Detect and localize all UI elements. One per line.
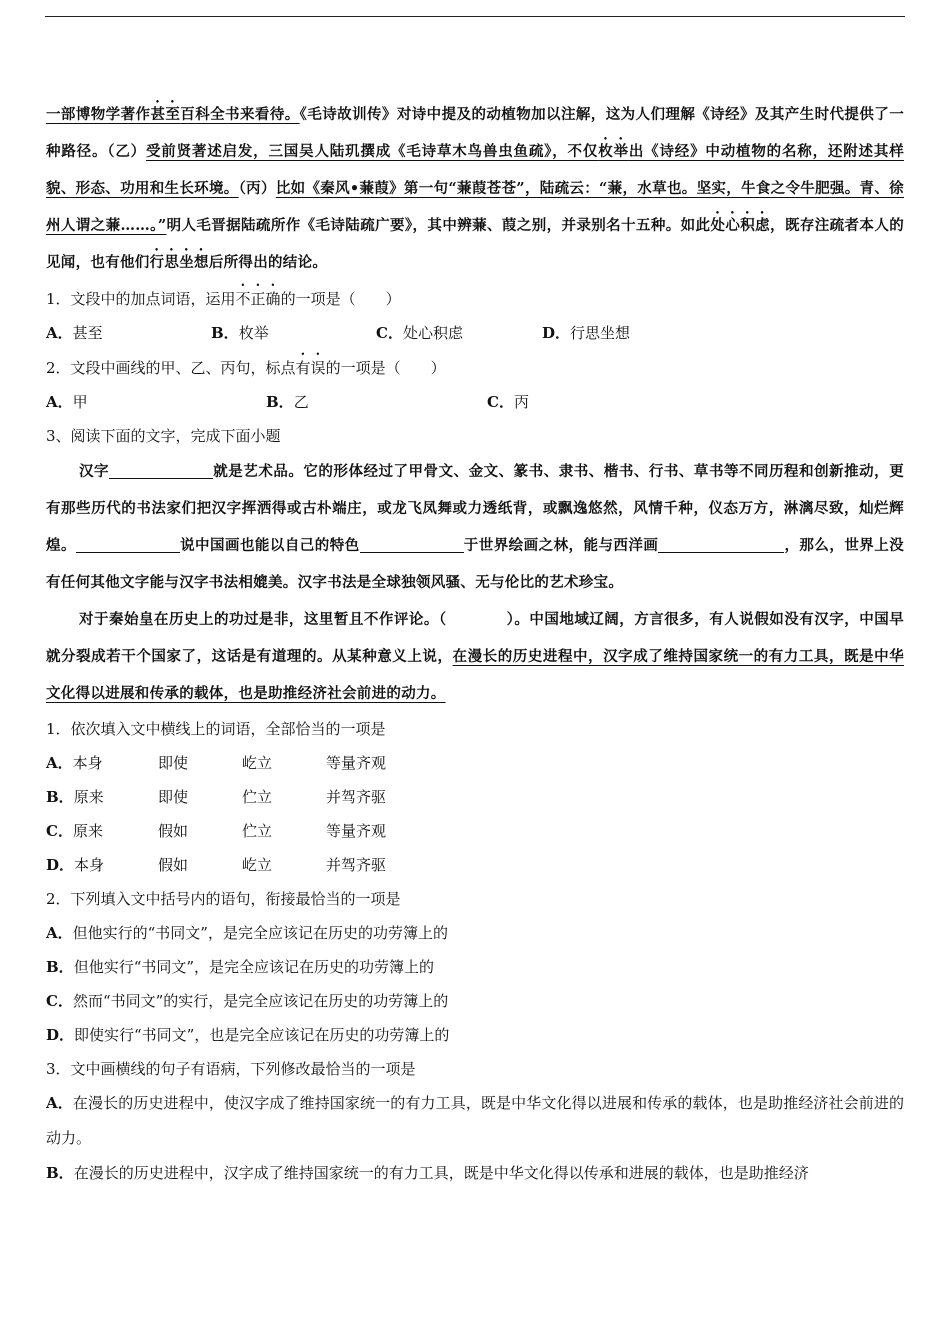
dotted-word: 甚至: [150, 106, 181, 123]
section-3-heading: 3、阅读下面的文字，完成下面小题: [46, 427, 281, 445]
text-span: 明人毛晋据陆疏所作《毛诗陆疏广要》，其中辨蒹、葭之别，并录别名十五种。如此: [166, 217, 711, 234]
text-span: 《毛诗故训传》对诗中提及的动植物加以注解，这为人们理解《诗经》及其产生时代提供了一种路径。（乙）: [46, 106, 904, 160]
text-span: 后所得出的结论。: [208, 254, 328, 271]
question-3-1-stem: 1．依次填入文中横线上的词语，全部恰当的一项是: [46, 720, 386, 738]
question-3-1-option-b[interactable]: B．原来 即使 伫立 并驾齐驱: [46, 788, 387, 806]
text-span: 2．文段中画线的甲、乙、丙句，标点: [46, 359, 296, 377]
question-3-2-stem: 2．下列填入文中括号内的语句，衔接最恰当的一项是: [46, 890, 401, 908]
option-a[interactable]: A．甲: [46, 393, 88, 411]
section-3-paragraph-1: [46, 453, 904, 601]
question-3-3-option-b[interactable]: B．在漫长的历史进程中，汉字成了维持国家统一的有力工具，既是中华文化得以传承和进展的载体，也是助推经济: [46, 1164, 809, 1182]
option-c[interactable]: C．处心积虑: [376, 324, 463, 342]
question-3-1-option-c[interactable]: C．原来 假如 伫立 等量齐观: [46, 822, 387, 840]
text-span: ，那么，世界上没有任何其他文字能与汉字书法相媲美。汉字书法是全球独领风骚、无与伦比的艺术珍宝。: [46, 537, 905, 591]
underlined-sentence-bing: 比如《秦风•蒹葭》第一句“蒹葭苍苍”，陆疏云：“蒹，水草也。坚实，牛食之令牛肥强。青、徐州人谓之蒹……。”: [46, 180, 904, 234]
question-3-2-option-b[interactable]: B．但他实行“书同文”，是完全应该记在历史的功劳簿上的: [46, 958, 435, 976]
underlined-sentence: 在漫长的历史进程中，汉字成了维持国家统一的有力工具，既是中华文化得以进展和传承的载体，也是助推经济社会前进的动力。: [46, 648, 904, 702]
question-3-1-option-d[interactable]: D．本身 假如 屹立 并驾齐驱: [46, 856, 387, 874]
text-span: 汉字: [79, 463, 110, 480]
text-span: （丙）: [238, 180, 276, 197]
text-span: 说中国画也能以自己的特色: [179, 537, 360, 554]
fill-blank-1[interactable]: [109, 460, 213, 479]
underlined-sentence-jia: [46, 106, 300, 123]
question-1-options: [46, 316, 904, 350]
question-3-2-option-c[interactable]: C．然而“书同文”的实行，是完全应该记在历史的功劳簿上的: [46, 992, 449, 1010]
question-3-1-option-a[interactable]: A．本身 即使 屹立 等量齐观: [46, 754, 387, 772]
dotted-word: 有误: [295, 359, 326, 377]
text-span: 对于秦始皇在历史上的功过是非，这里暂且不作评论。（ ）。中国地域辽阔，方言很多，有人说假如没有汉字，中国早就分裂成若干个国家了，这话是有道理的。从某种意义上说，: [46, 611, 904, 665]
option-b[interactable]: B．乙: [266, 393, 309, 411]
question-3-2-option-d[interactable]: D．即使实行“书同文”，也是完全应该记在历史的功劳簿上的: [46, 1026, 450, 1044]
passage-one: [46, 96, 904, 281]
text-span: 出《诗经》中动植物的名称，还附述其样貌、形态、功用和生长环境。: [46, 143, 904, 197]
text-span: 一部博物学著作: [46, 106, 151, 123]
text-span: 的一项是（ ）: [280, 290, 401, 308]
document-body: [46, 96, 904, 1191]
fill-blank-4[interactable]: [658, 534, 784, 553]
dotted-word: 处心积虑: [710, 217, 771, 234]
header-rule: [45, 16, 905, 17]
option-c[interactable]: C．丙: [487, 393, 529, 411]
option-b[interactable]: B．枚举: [211, 324, 269, 342]
question-3-3-stem: 3．文中画横线的句子有语病，下列修改最恰当的一项是: [46, 1060, 416, 1078]
question-1-stem: [46, 281, 904, 316]
question-3-2-option-a[interactable]: A．但他实行的“书同文”，是完全应该记在历史的功劳簿上的: [46, 924, 448, 942]
text-span: 百科全书来看待。: [180, 106, 300, 123]
option-d[interactable]: D．行思坐想: [542, 324, 631, 342]
text-span: 的一项是（ ）: [325, 359, 446, 377]
dotted-word: 枚举: [598, 143, 629, 160]
text-span: 于世界绘画之林，能与西洋画: [463, 537, 659, 554]
question-3-3-option-a[interactable]: A．在漫长的历史进程中，使汉字成了维持国家统一的有力工具，既是中华文化得以进展和传承的载体，也是助推经济社会前进的动力。: [46, 1094, 904, 1147]
option-a[interactable]: A．甚至: [46, 324, 103, 342]
fill-blank-2[interactable]: [76, 534, 180, 553]
text-span: 就是艺术品。它的形体经过了甲骨文、金文、篆书、隶书、楷书、行书、草书等不同历程和创新推动，更有那些历代的书法家们把汉字挥洒得或古朴端庄，或龙飞凤舞或力透纸背，或飘逸悠然，风情千种，仪态万方，淋漓尽致，灿烂辉煌。: [46, 463, 904, 554]
question-2-stem: [46, 350, 904, 385]
section-3-paragraph-2: [46, 601, 904, 712]
dotted-word: 不正确: [235, 290, 281, 308]
text-span: 受前贤著述启发，三国吴人陆玑撰成《毛诗草木鸟兽虫鱼疏》，不仅: [145, 143, 599, 160]
text-span: 1．文段中的加点词语，运用: [46, 290, 236, 308]
fill-blank-3[interactable]: [360, 534, 464, 553]
question-2-options: [46, 385, 904, 419]
dotted-word: 行思坐想: [149, 254, 209, 271]
text-span: ，既存注疏者本人的见闻，也有他们: [46, 217, 905, 271]
